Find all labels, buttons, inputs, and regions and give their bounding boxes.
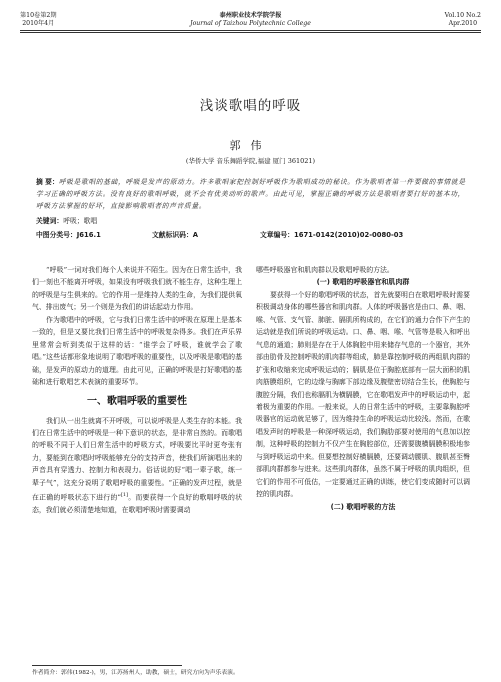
footnote-rule xyxy=(32,665,182,666)
journal-name-zh: 泰州职业技术学院学报 xyxy=(219,12,282,19)
author-affiliation: (华侨大学 音乐舞蹈学院,福建 厦门 361021) xyxy=(185,157,316,165)
volume-label-en: Vol.10 No.2 xyxy=(444,12,481,19)
citation-ref[interactable]: [1] xyxy=(120,492,129,499)
paragraph: 哪些呼吸器官和肌肉群以及歌唱呼吸的方法。 xyxy=(256,266,394,274)
paragraph: 要获得一个好的歌唱呼吸的状态，首先就要明白在歌唱呼吸时需要积极调动身体的哪些器官和肌肉群。人体的呼吸器官是由口、鼻、咽、喉、气管、支气管、肺脏、膈肌所构成的，在它们的通力合作下产生的运动就是我们所说的呼吸运动。口、鼻、咽、喉、气管等是吸入和呼出气息的通道；肺则是存在于人体胸腔中用来储存气息的一个器官，其外部由肋骨及控制呼吸的肌肉群等组成，肺是靠控制呼吸的两组肌肉群的扩张和收缩来完成呼吸运动的；膈肌是位于胸腔底部有一层大面积的肌肉筋膜组织，它的边缘与胸廓下部边缘及腹壁密切结合生长，使胸腔与腹腔分隔，我们也称膈肌为横膈膜，它在歌唱发声中的呼吸运动中，起着极为重要的作用。一般来说，人的日常生活中的呼吸，主要靠胸腔呼吸器官的运动就足够了，因为维持生命的呼吸运动比较浅。然而，在歌唱发声时的呼吸是一种深呼吸运动，我们胸肋部要对使用的气息加以控制，这种呼吸的控制力不仅产生在胸腔部位，还需要腹横膈膜积极地参与到呼吸运动中来。但要想控制好横膈膜，还要调动腰肌、腹肌甚至臀部肌肉群都参与进来。这些肌肉群体，虽然不属于呼吸的肌肉组织，但它们的作用不可低估，一定要通过正确的训练，使它们变成随时可以调控的肌肉群。 xyxy=(256,290,470,499)
date-label: 2010年4月 xyxy=(22,20,55,27)
volume-issue-en xyxy=(445,12,481,28)
paragraph-text: 我们从一出生就离不开呼吸，可以说呼吸是人类生存的本能。我们在日常生活中的呼吸是一种下意识的状态，是非常自然的。而歌唱的呼吸不同于人们日常生活中的呼吸方式，呼吸要比平时更夸张有力，要能到在歌唱时呼吸能够充分的支持声音，使我们所演唱出来的声音具有穿透力、控制力和表现力。俗话说的好“唱一辈子歌，练一辈子气”，这充分说明了歌唱呼吸的重要性。“正确的发声过程，就是在正确的呼吸状态下进行的” xyxy=(32,416,242,502)
section-heading: 一、歌唱呼吸的重要性 xyxy=(87,395,187,407)
header-rule-top xyxy=(20,30,481,31)
paragraph xyxy=(32,415,242,517)
abstract xyxy=(36,177,470,212)
paragraph: “呼吸”一词对我们每个人来说并不陌生。因为在日常生活中，我们一刻也不能离开呼吸，如果没有呼吸我们就不能生存，这种生理上的呼吸是与生俱来的。它的作用一是维持人类的生命，为我们提供氧气、排出废气；另一个则是为我们的讲话起动力作用。 xyxy=(32,266,242,312)
article-title: 浅谈歌唱的呼吸 xyxy=(199,98,302,114)
running-header xyxy=(20,12,481,38)
journal-name xyxy=(20,12,481,28)
author-name: 郭伟 xyxy=(229,139,272,152)
clc-number: 中图分类号：J616.1 xyxy=(36,231,101,239)
author-footnote: 作者简介：郭伟(1982-)，男，江苏扬州人，助教，硕士，研究方向为声乐表演。 xyxy=(32,670,239,676)
journal-name-en: Journal of Taizhou Polytechnic College xyxy=(190,20,311,27)
abstract-text: 呼吸是歌唱的基础，呼吸是发声的原动力。许多歌唱家把控制好呼吸作为歌唱成功的秘诀。作为歌唱者第一件要做的事情就是学习正确的呼吸方法。没有良好的歌唱呼吸，就不会有优美动听的歌声。由此可见，掌握正确的呼吸方法是歌唱者要打好的基本功，呼吸方法掌握的好坏，直接影响歌唱者的声音质量。 xyxy=(36,178,466,210)
right-column xyxy=(256,264,470,513)
subsection-heading: (二) 歌唱呼吸的方法 xyxy=(330,502,396,511)
paragraph-text: 。而要获得一个良好的歌唱呼吸的状态，我们就必须清楚地知道，在歌唱呼吸时需要调动 xyxy=(32,493,242,514)
date-label-en: Apr.2010 xyxy=(448,20,478,27)
volume-label: 第10卷第2期 xyxy=(20,12,57,19)
abstract-label: 摘 要： xyxy=(36,178,59,186)
keywords xyxy=(36,215,470,225)
keywords-text: 呼吸；歌唱 xyxy=(63,217,98,225)
left-column xyxy=(32,264,242,516)
classification-line xyxy=(36,229,470,239)
keywords-label: 关键词： xyxy=(36,217,64,225)
header-rule-bottom xyxy=(20,32,481,33)
document-code: 文献标识码：A xyxy=(152,231,199,239)
article-number: 文章编号：1671-0142(2010)02-0080-03 xyxy=(260,231,404,239)
paragraph: 作为歌唱中的呼吸，它与我们日常生活中的呼吸在原理上是基本一致的，但是又要比我们日常生活中的呼吸复杂得多。我们在声乐界里常常会听到类似于这样的话：“谁学会了呼吸，谁就学会了歌唱。”这些话都形象地说明了歌唱呼吸的重要性，以及呼吸是歌唱的基础，是发声的原动力的道理。由此可见，正确的呼吸是打好歌唱的基础和进行歌唱艺术表演的重要环节。 xyxy=(32,315,242,387)
subsection-heading: (一) 歌唱的呼吸器官和肌肉群 xyxy=(316,278,410,287)
